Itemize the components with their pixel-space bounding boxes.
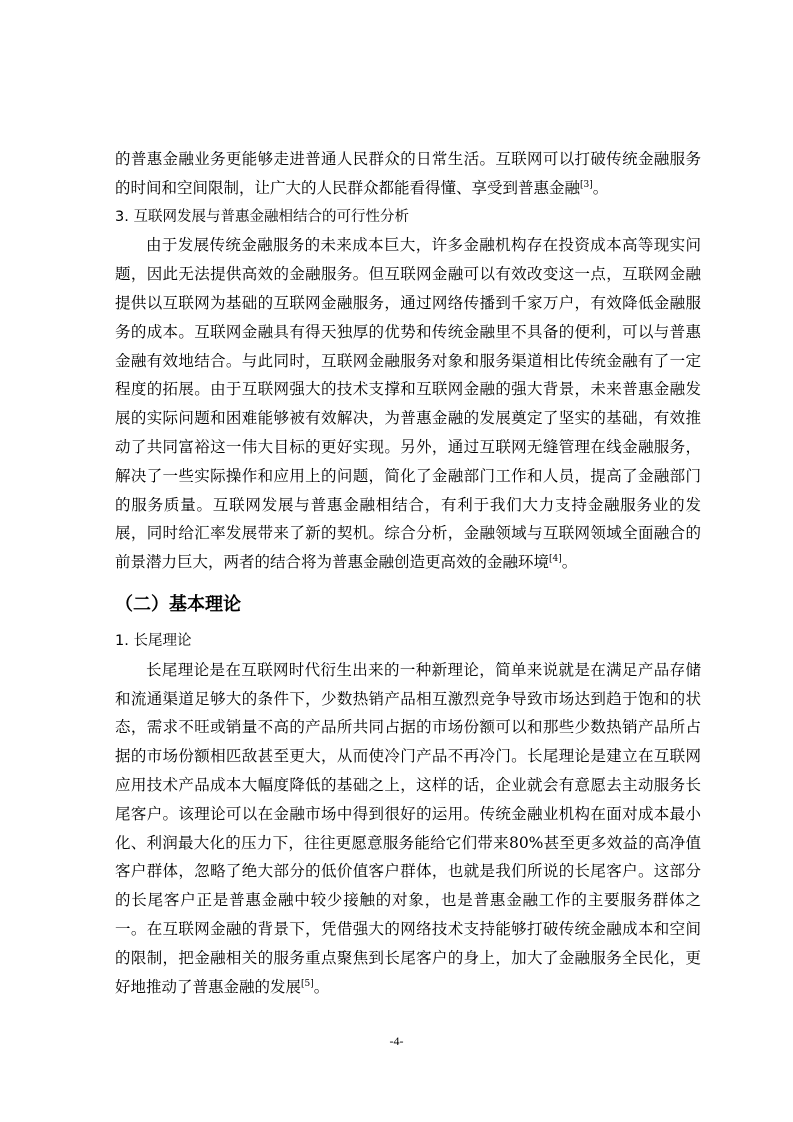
paragraph-text: 由于发展传统金融服务的未来成本巨大，许多金融机构存在投资成本高等现实问题，因此无法提供高效的金融服务。但互联网金融可以有效改变这一点，互联网金融提供以互联网为基础的互联网金融服务，通过网络传播到千家万户，有效降低金融服务的成本。互联网金融具有得天独厚的优势和传统金融里不具备的便利，可以与普惠金融有效地结合。与此同时，互联网金融服务对象和服务渠道相比传统金融有了一定程度的拓展。由于互联网强大的技术支撑和互联网金融的强大背景，未来普惠金融发展的实际问题和困难能够被有效解决，为普惠金融的发展奠定了坚实的基础，有效推动了共同富裕这一伟大目标的更好实现。另外，通过互联网无缝管理在线金融服务，解决了一些实际操作和应用上的问题，简化了金融部门工作和人员，提高了金融部门的服务质量。互联网发展与普惠金融相结合，有利于我们大力支持金融服务业的发展，同时给汇率发展带来了新的契机。综合分析，金融领域与互联网领域全面融合的前景潜力巨大，两者的结合将为普惠金融创造更高效的金融环境 [115,236,701,572]
paragraph-end: 。 [592,178,609,197]
paragraph-end: 。 [561,553,578,572]
paragraph-long-tail [115,656,701,1002]
citation-ref: [4] [549,554,562,564]
paragraph-end: 。 [313,977,330,996]
paragraph-feasibility [115,231,701,577]
page-number: -4- [389,1034,404,1048]
section-heading-basic-theory: （二）基本理论 [115,593,241,615]
citation-ref: [5] [301,978,314,989]
subsection-heading-feasibility: 3. 互联网发展与普惠金融相结合的可行性分析 [115,208,409,225]
subsection-heading-long-tail: 1. 长尾理论 [115,632,192,649]
page-body [115,145,701,1001]
paragraph-text: 长尾理论是在互联网时代衍生出来的一种新理论，简单来说就是在满足产品存储和流通渠道足够大的条件下，少数热销产品相互激烈竞争导致市场达到趋于饱和的状态，需求不旺或销量不高的产品所共同占据的市场份额可以和那些少数热销产品所占据的市场份额相匹敌甚至更大，从而使冷门产品不再冷门。长尾理论是建立在互联网应用技术产品成本大幅度降低的基础之上，这样的话，企业就会有意愿去主动服务长尾客户。该理论可以在金融市场中得到很好的运用。传统金融业机构在面对成本最小化、利润最大化的压力下，往往更愿意服务能给它们带来80%甚至更多效益的高净值客户群体，忽略了绝大部分的低价值客户群体，也就是我们所说的长尾客户。这部分的长尾客户正是普惠金融中较少接触的对象，也是普惠金融工作的主要服务群体之一。在互联网金融的背景下，凭借强大的网络技术支持能够打破传统金融成本和空间的限制，把金融相关的服务重点聚焦到长尾客户的身上，加大了金融服务全民化，更好地推动了普惠金融的发展 [115,660,701,996]
citation-ref: [3] [580,179,593,190]
paragraph-continuation [115,145,701,203]
paragraph-text: 的普惠金融业务更能够走进普通人民群众的日常生活。互联网可以打破传统金融服务的时间和空间限制，让广大的人民群众都能看得懂、享受到普惠金融 [115,150,701,197]
